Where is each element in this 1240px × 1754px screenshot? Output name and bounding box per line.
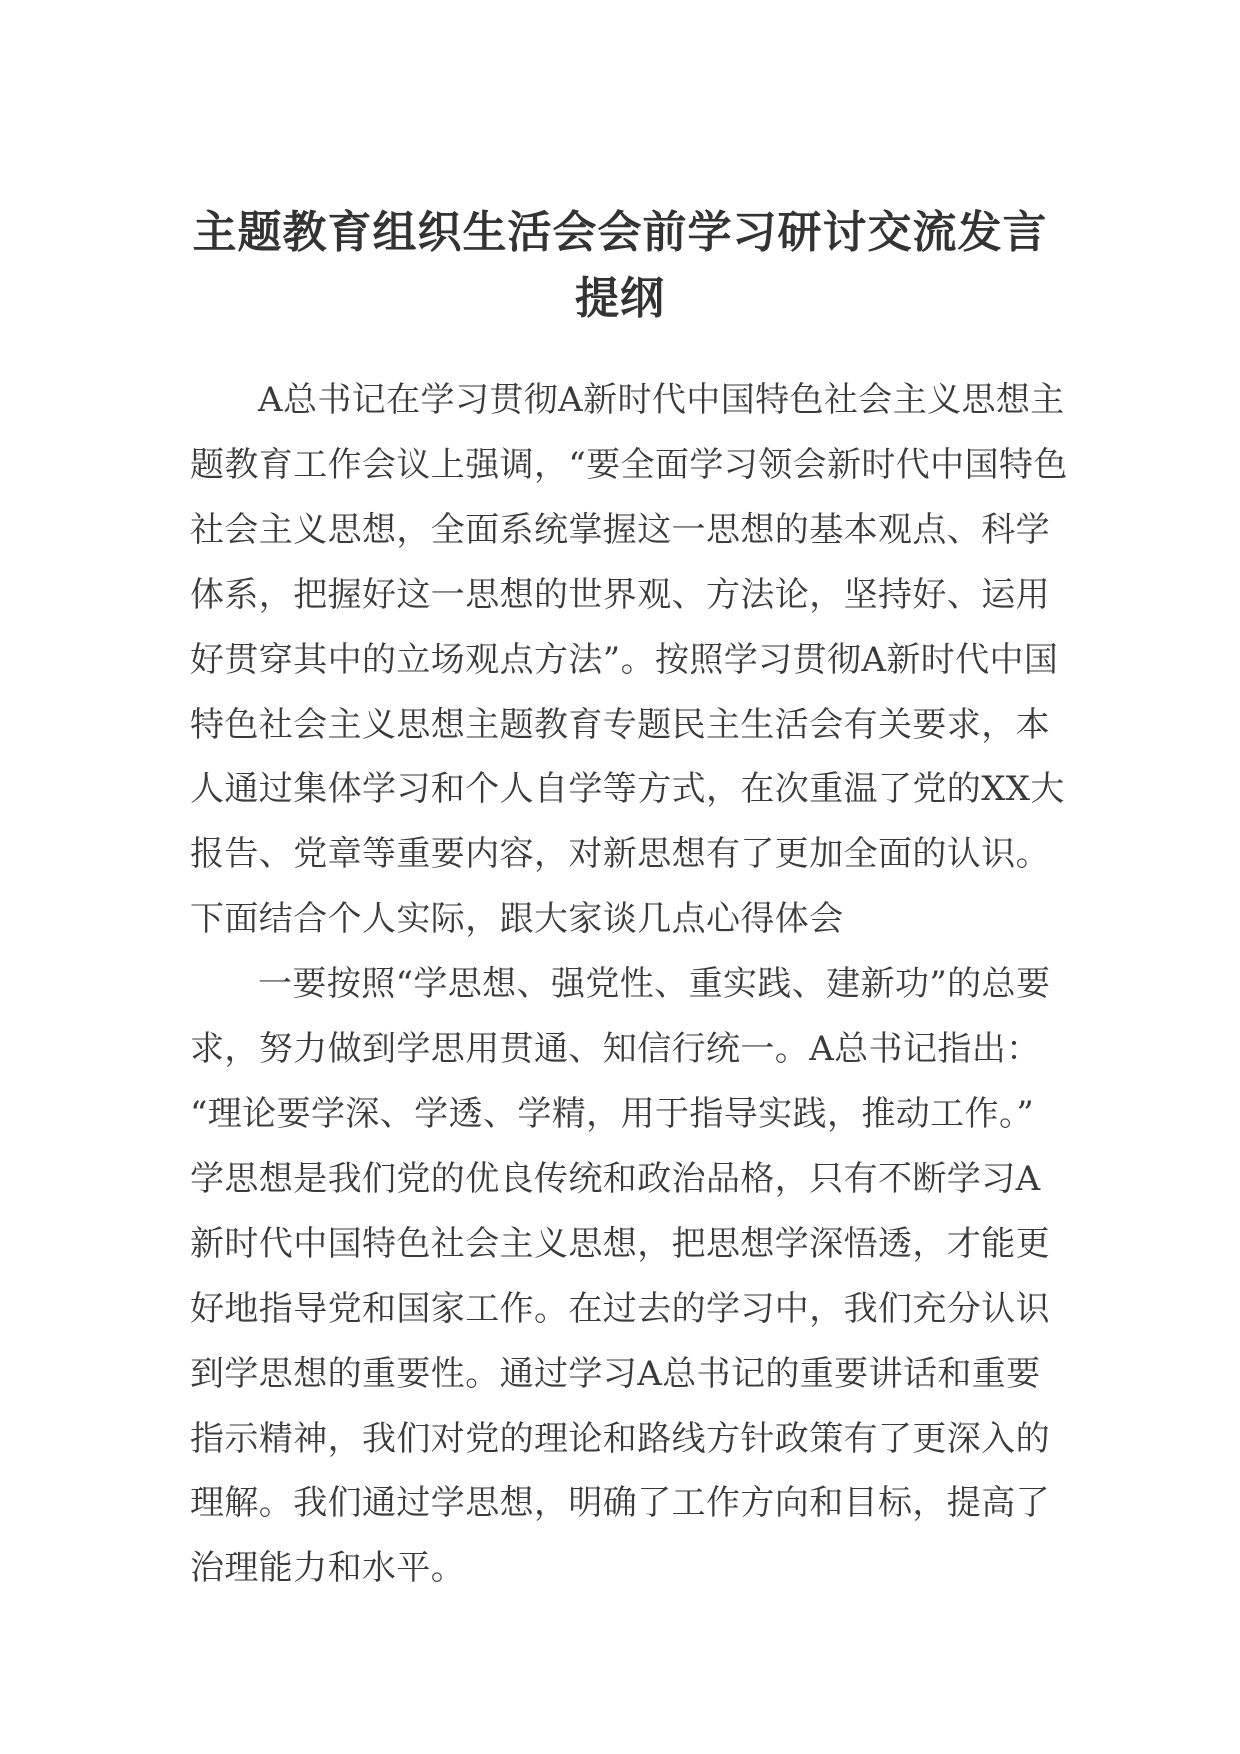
body-paragraph-1: A总书记在学习贯彻A新时代中国特色社会主义思想主题教育工作会议上强调，“要全面学习领会新时代中国特色社会主义思想，全面系统掌握这一思想的基本观点、科学体系，把握好这一思想的世界观、方法论，坚持好、运用好贯穿其中的立场观点方法”。按照学习贯彻A新时代中国特色社会主义思想主题教育专题民主生活会有关要求，本人通过集体学习和个人自学等方式，在次重温了党的XX大报告、党章等重要内容，对新思想有了更加全面的认识。下面结合个人实际，跟大家谈几点心得体会	[190, 380, 1068, 940]
document-title	[150, 200, 1090, 332]
document-body	[190, 368, 1070, 1601]
document-title-line-2: 提纲	[575, 273, 665, 324]
paragraph-2-intro: 一要按照“学思想、强党性、重实践、建新功”的总要求，努力做到学思用贯通、知信行统一。A总书记指出：	[190, 964, 1051, 1070]
body-paragraph-2	[190, 952, 1070, 1601]
document-title-line-1: 主题教育组织生活会会前学习研讨交流发言	[192, 207, 1048, 258]
paragraph-2-quote: “理论要学深、学透、学精，用于指导实践，推动工作。”	[190, 1093, 1035, 1134]
paragraph-2-rest: 学思想是我们党的优良传统和政治品格，只有不断学习A新时代中国特色社会主义思想，把思想学深悟透，才能更好地指导党和国家工作。在过去的学习中，我们充分认识到学思想的重要性。通过学习A总书记的重要讲话和重要指示精神，我们对党的理论和路线方针政策有了更深入的理解。我们通过学思想，明确了工作方向和目标，提高了治理能力和水平。	[190, 1158, 1050, 1589]
